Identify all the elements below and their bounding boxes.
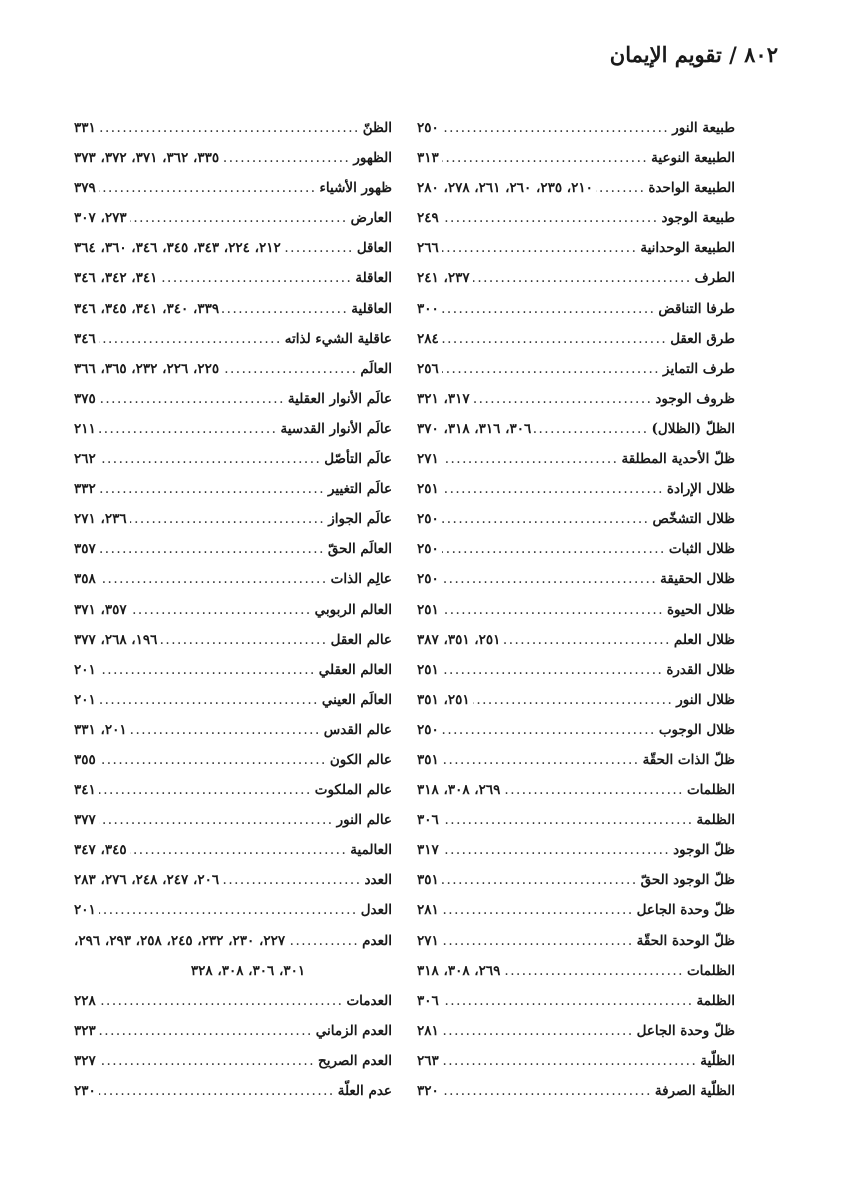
entry-pages: ٣٥٧، ٣٧١: [74, 601, 127, 618]
index-entry: [417, 354, 735, 384]
dot-leader: [442, 986, 694, 1016]
entry-pages: ٢٥١: [417, 661, 439, 678]
entry-term: عالَم الجواز: [328, 511, 392, 528]
entry-pages: ٣٠٦، ٣١٦، ٣١٨، ٣٧٠: [417, 420, 532, 437]
index-entry: [74, 324, 392, 354]
entry-term: طبيعة الوجود: [661, 210, 735, 227]
entry-term: العالَم: [360, 360, 392, 377]
dot-leader: [99, 655, 316, 685]
entry-pages: ٢٠١: [74, 661, 96, 678]
index-entry: [74, 203, 392, 233]
dot-leader: [130, 715, 321, 745]
entry-pages: ٢٥١، ٣٥١: [417, 691, 470, 708]
entry-pages: ٣٧٥: [74, 390, 96, 407]
entry-pages: ٣٣٩، ٣٤٠، ٣٤١، ٣٤٥، ٣٤٦: [74, 300, 220, 317]
entry-term: الظلمات: [686, 962, 735, 979]
entry-term: العاقلة: [355, 270, 392, 287]
entry-term: طرق العقل: [670, 330, 735, 347]
entry-term: عالم الكون: [329, 751, 392, 768]
entry-term: عالم النور: [336, 812, 392, 829]
index-entry: [417, 986, 735, 1016]
entry-pages: ٢١٢، ٢٢٤، ٣٤٣، ٣٤٥، ٣٤٦، ٣٦٠، ٣٦٤: [74, 240, 281, 257]
dot-leader: [99, 113, 360, 143]
entry-term: عالَم الأنوار القدسية: [280, 420, 392, 437]
dot-leader: [442, 354, 660, 384]
entry-pages: ٢٧١: [417, 451, 439, 468]
entry-term: ظلّ الوجود: [673, 842, 735, 859]
index-entry: [417, 384, 735, 414]
dot-leader: [442, 595, 664, 625]
index-entry-continuation: [74, 956, 392, 986]
dot-leader: [473, 685, 674, 715]
index-entry: [74, 444, 392, 474]
entry-term: طبيعة النور: [672, 120, 735, 136]
entry-pages: ٢٢٥، ٢٢٦، ٢٣٢، ٣٦٥، ٣٦٦: [74, 360, 220, 377]
index-entry: [417, 113, 735, 143]
index-entry: [74, 655, 392, 685]
index-entry: [417, 1046, 735, 1076]
dot-leader: [99, 414, 278, 444]
dot-leader: [99, 775, 312, 805]
entry-term: عالم القدس: [323, 721, 392, 738]
dot-leader: [130, 595, 312, 625]
index-entry: [74, 1076, 392, 1106]
index-entry: [74, 805, 392, 835]
entry-term: ظلال الحيوة: [666, 601, 735, 618]
index-entry: [417, 835, 735, 865]
dot-leader: [99, 1016, 313, 1046]
entry-term: ظلّ الذات الحقّة: [642, 751, 735, 768]
dot-leader: [99, 384, 285, 414]
index-column-left: [74, 113, 392, 1106]
index-entry: [74, 113, 392, 143]
dot-leader: [442, 324, 667, 354]
entry-term: الظلّية: [700, 1052, 735, 1069]
entry-pages: ٣٤٥، ٣٤٧: [74, 842, 127, 859]
index-entry: [417, 595, 735, 625]
entry-pages: ٢٦٦: [417, 240, 439, 257]
dot-leader: [442, 113, 669, 143]
dot-leader: [99, 474, 325, 504]
entry-term: ظلال الإرادة: [666, 481, 735, 498]
index-entry: [74, 745, 392, 775]
index-entry: [417, 143, 735, 173]
entry-term: عالِم الذات: [330, 571, 392, 588]
entry-term: ظلّ وحدة الجاعل: [636, 1022, 735, 1039]
entry-pages: ٣٥١: [417, 751, 439, 768]
dot-leader: [596, 173, 645, 203]
dot-leader: [99, 805, 334, 835]
index-entry: [74, 534, 392, 564]
dot-leader: [160, 625, 327, 655]
index-entry: [74, 895, 392, 925]
entry-term: الظلمة: [696, 992, 735, 1009]
entry-pages: ٢٥٠: [417, 721, 439, 738]
entry-pages: ٣٧٧: [74, 812, 96, 829]
entry-pages: ٢٥١: [417, 601, 439, 618]
index-entry: [74, 504, 392, 534]
entry-pages: ٣٧٩: [74, 180, 96, 197]
entry-pages: ٢٦٩، ٣٠٨، ٣١٨: [417, 782, 501, 799]
dot-leader: [534, 414, 648, 444]
entry-pages: ٣٤٦: [74, 330, 96, 347]
entry-pages: ٢٥١: [417, 481, 439, 498]
entry-pages: ٣٥٥: [74, 751, 96, 768]
index-entry: [74, 263, 392, 293]
entry-pages: ٣٢٧: [74, 1052, 96, 1069]
index-entry: [74, 625, 392, 655]
dot-leader: [222, 865, 361, 895]
dot-leader: [442, 504, 650, 534]
dot-leader: [442, 534, 666, 564]
entry-term: الظنّ: [362, 120, 392, 136]
index-entry: [417, 865, 735, 895]
entry-term: العالَم العيني: [321, 691, 392, 708]
entry-term: العالم العقلي: [318, 661, 392, 678]
dot-leader: [442, 1046, 698, 1076]
entry-term: الطبيعة الواحدة: [648, 180, 735, 197]
dot-leader: [99, 564, 328, 594]
entry-term: العدل: [360, 902, 392, 919]
entry-term: الطرف: [694, 270, 735, 287]
index-entry: [417, 444, 735, 474]
entry-pages: ٢٤٩: [417, 210, 439, 227]
entry-term: الظلّ (الظلال): [651, 420, 735, 437]
entry-term: طرف التمايز: [663, 360, 735, 377]
entry-term: عاقلية الشيء لذاته: [284, 330, 392, 347]
index-entry: [74, 384, 392, 414]
dot-leader: [442, 233, 638, 263]
entry-pages: ١٩٦، ٢٦٨، ٣٧٧: [74, 631, 158, 648]
entry-term: ظلال الثبات: [668, 541, 735, 558]
entry-term: العدمات: [346, 992, 392, 1009]
entry-term: الظلمات: [686, 782, 735, 799]
entry-pages: ٣٠٦: [417, 812, 439, 829]
entry-pages: ٢٦٢: [74, 451, 96, 468]
entry-term: ظلال الوجوب: [658, 721, 735, 738]
entry-term: العاقلية: [351, 300, 392, 317]
index-entry: [74, 685, 392, 715]
index-entry: [417, 233, 735, 263]
index-entry: [417, 655, 735, 685]
entry-pages: ٢١١: [74, 420, 96, 437]
entry-term: العدم الصريح: [317, 1052, 392, 1069]
entry-pages: ٢٥٠: [417, 511, 439, 528]
dot-leader: [99, 324, 282, 354]
entry-pages: ٣٤١: [74, 782, 96, 799]
dot-leader: [442, 745, 640, 775]
entry-term: العارض: [350, 210, 392, 227]
index-entry: [417, 564, 735, 594]
entry-pages: ٢٨٤: [417, 330, 439, 347]
index-entry: [74, 715, 392, 745]
index-entry: [74, 835, 392, 865]
index-entry: [417, 715, 735, 745]
entry-term: العالَم الحقّ: [327, 541, 392, 558]
entry-pages: ٢٥٦: [417, 360, 439, 377]
entry-pages: ٢٥٠: [417, 120, 439, 136]
dot-leader: [442, 895, 634, 925]
index-entry: [417, 805, 735, 835]
entry-term: العدد: [364, 872, 392, 889]
dot-leader: [473, 384, 653, 414]
dot-leader: [99, 745, 327, 775]
entry-term: عالَم الأنوار العقلية: [287, 390, 392, 407]
dot-leader: [442, 865, 638, 895]
entry-pages: ٣٢٣: [74, 1022, 96, 1039]
dot-leader: [99, 444, 322, 474]
index-entry: [74, 564, 392, 594]
index-column-right: [417, 113, 735, 1106]
entry-term: ظلّ الوجود الحقّ: [640, 872, 735, 889]
index-entry: [417, 203, 735, 233]
entry-pages: ٣٠١، ٣٠٦، ٣٠٨، ٣٢٨: [190, 962, 306, 979]
index-entry: [417, 1076, 735, 1106]
index-entry: [417, 956, 735, 986]
entry-pages: ٣٠٦: [417, 992, 439, 1009]
entry-pages: ٣٥١: [417, 872, 439, 889]
dot-leader: [442, 926, 634, 956]
index-entry: [74, 474, 392, 504]
index-entry: [74, 595, 392, 625]
dot-leader: [284, 233, 354, 263]
dot-leader: [503, 956, 684, 986]
entry-pages: ٣١٧، ٣٢١: [417, 390, 470, 407]
entry-pages: ٢٧٣، ٣٠٧: [74, 210, 127, 227]
entry-pages: ٣١٧: [417, 842, 439, 859]
entry-term: ظلّ الوحدة الحقّة: [636, 932, 735, 949]
index-entry: [74, 986, 392, 1016]
entry-pages: ٣١٣: [417, 150, 439, 167]
entry-pages: ٢٥١، ٣٥١، ٣٨٧: [417, 631, 501, 648]
dot-leader: [442, 715, 656, 745]
entry-pages: ٣٤١، ٣٤٢، ٣٤٦: [74, 270, 158, 287]
entry-term: الظلّية الصرفة: [654, 1083, 735, 1099]
dot-leader: [222, 354, 357, 384]
index-entry: [417, 294, 735, 324]
entry-term: ظلال العلم: [673, 631, 735, 648]
entry-pages: ٢٨١: [417, 902, 439, 919]
entry-term: الطبيعة الوحدانية: [640, 240, 735, 257]
dot-leader: [442, 143, 648, 173]
entry-term: الظهور: [353, 150, 392, 167]
entry-term: ظلّ وحدة الجاعل: [636, 902, 735, 919]
entry-pages: ٣٣٥، ٣٦٢، ٣٧١، ٣٧٢، ٣٧٣: [74, 150, 220, 167]
index-entry: [417, 414, 735, 444]
dot-leader: [442, 655, 664, 685]
index-entry: [417, 775, 735, 805]
dot-leader: [222, 143, 350, 173]
dot-leader: [130, 835, 348, 865]
index-entry: [74, 354, 392, 384]
entry-pages: ٢٠١، ٣٣١: [74, 721, 127, 738]
dot-leader: [442, 294, 656, 324]
dot-leader: [99, 895, 358, 925]
dot-leader: [442, 835, 670, 865]
index-entry: [417, 474, 735, 504]
index-entry: [74, 233, 392, 263]
entry-term: ظهور الأشياء: [319, 180, 392, 197]
running-head: ٨٠٢ / تقويم الإيمان: [609, 42, 778, 67]
index-entry: [74, 173, 392, 203]
entry-pages: ٣٥٧: [74, 541, 96, 558]
entry-pages: ٢٥٠: [417, 541, 439, 558]
entry-term: ظلال الحقيقة: [660, 571, 735, 588]
dot-leader: [473, 263, 692, 293]
entry-pages: ٢٢٨: [74, 992, 96, 1009]
dot-leader: [130, 504, 326, 534]
entry-term: العالم الربوبي: [314, 601, 392, 618]
index-entry: [74, 294, 392, 324]
index-entry: [74, 1016, 392, 1046]
entry-term: ظلال القدرة: [666, 661, 735, 678]
entry-term: عالم الملكوت: [314, 782, 392, 799]
entry-pages: ٢٠١: [74, 902, 96, 919]
entry-term: الطبيعة النوعية: [651, 150, 735, 167]
entry-term: العدم الزماني: [315, 1022, 392, 1039]
entry-pages: ٣٣٢: [74, 481, 96, 498]
dot-leader: [442, 474, 664, 504]
dot-leader: [130, 203, 348, 233]
dot-leader: [99, 685, 319, 715]
dot-leader: [160, 263, 352, 293]
dot-leader: [99, 1046, 315, 1076]
dot-leader: [442, 805, 694, 835]
entry-term: ظلال التشخّص: [652, 511, 735, 528]
entry-term: الظلمة: [696, 812, 735, 829]
index-entry: [417, 173, 735, 203]
index-entry: [74, 865, 392, 895]
entry-pages: ٢٠٦، ٢٤٧، ٢٤٨، ٢٧٦، ٢٨٣: [74, 872, 220, 889]
index-entry: [74, 1046, 392, 1076]
index-entry: [417, 504, 735, 534]
dot-leader: [442, 1076, 652, 1106]
entry-term: عالم العقل: [330, 631, 392, 648]
dot-leader: [442, 203, 659, 233]
entry-pages: ٢٢٧، ٢٣٠، ٢٣٢، ٢٤٥، ٢٥٨، ٢٩٣، ٢٩٦،: [74, 932, 286, 949]
entry-pages: ٢١٠، ٢٣٥، ٢٦٠، ٢٦١، ٢٧٨، ٢٨٠: [417, 180, 593, 197]
entry-term: عالَم التأصّل: [324, 451, 392, 468]
entry-pages: ٢٦٣: [417, 1052, 439, 1069]
entry-pages: ٢٠١: [74, 691, 96, 708]
entry-pages: ٢٨١: [417, 1022, 439, 1039]
entry-term: عالَم التغيير: [327, 481, 392, 498]
entry-pages: ٢٧١: [417, 932, 439, 949]
entry-term: ظلال النور: [676, 691, 735, 708]
entry-pages: ٣٥٨: [74, 571, 96, 588]
entry-term: ظلّ الأحدية المطلقة: [621, 451, 735, 468]
entry-pages: ٣٣١: [74, 120, 96, 136]
entry-term: العاقل: [356, 240, 392, 257]
entry-term: عدم العلّة: [337, 1083, 392, 1099]
dot-leader: [99, 534, 325, 564]
entry-pages: ٢٦٩، ٣٠٨، ٣١٨: [417, 962, 501, 979]
index-entry: [417, 625, 735, 655]
index-entry: [417, 895, 735, 925]
entry-pages: ٢٣٧، ٢٤١: [417, 270, 470, 287]
dot-leader: [503, 625, 670, 655]
index-entry: [417, 324, 735, 354]
dot-leader: [99, 1076, 335, 1106]
index-entry: [417, 745, 735, 775]
entry-pages: ٢٣٦، ٢٧١: [74, 511, 127, 528]
dot-leader: [442, 1016, 634, 1046]
index-entry: [417, 926, 735, 956]
index-entry: [74, 926, 392, 956]
index-entry: [417, 534, 735, 564]
index-entry: [74, 143, 392, 173]
index-entry: [74, 775, 392, 805]
index-entry: [74, 414, 392, 444]
entry-pages: ٣٢٠: [417, 1083, 439, 1099]
index-entry: [417, 685, 735, 715]
dot-leader: [99, 173, 317, 203]
entry-pages: ٢٥٠: [417, 571, 439, 588]
dot-leader: [222, 294, 348, 324]
entry-term: ظروف الوجود: [655, 390, 735, 407]
dot-leader: [442, 564, 657, 594]
entry-term: العدم: [362, 932, 392, 949]
entry-pages: ٢٣٠: [74, 1083, 96, 1099]
dot-leader: [503, 775, 684, 805]
index-entry: [417, 263, 735, 293]
entry-pages: ٣٠٠: [417, 300, 439, 317]
dot-leader: [442, 444, 619, 474]
entry-term: العالمية: [350, 842, 392, 859]
entry-term: طرفا التناقض: [658, 300, 735, 317]
index-entry: [417, 1016, 735, 1046]
dot-leader: [288, 926, 359, 956]
dot-leader: [99, 986, 344, 1016]
